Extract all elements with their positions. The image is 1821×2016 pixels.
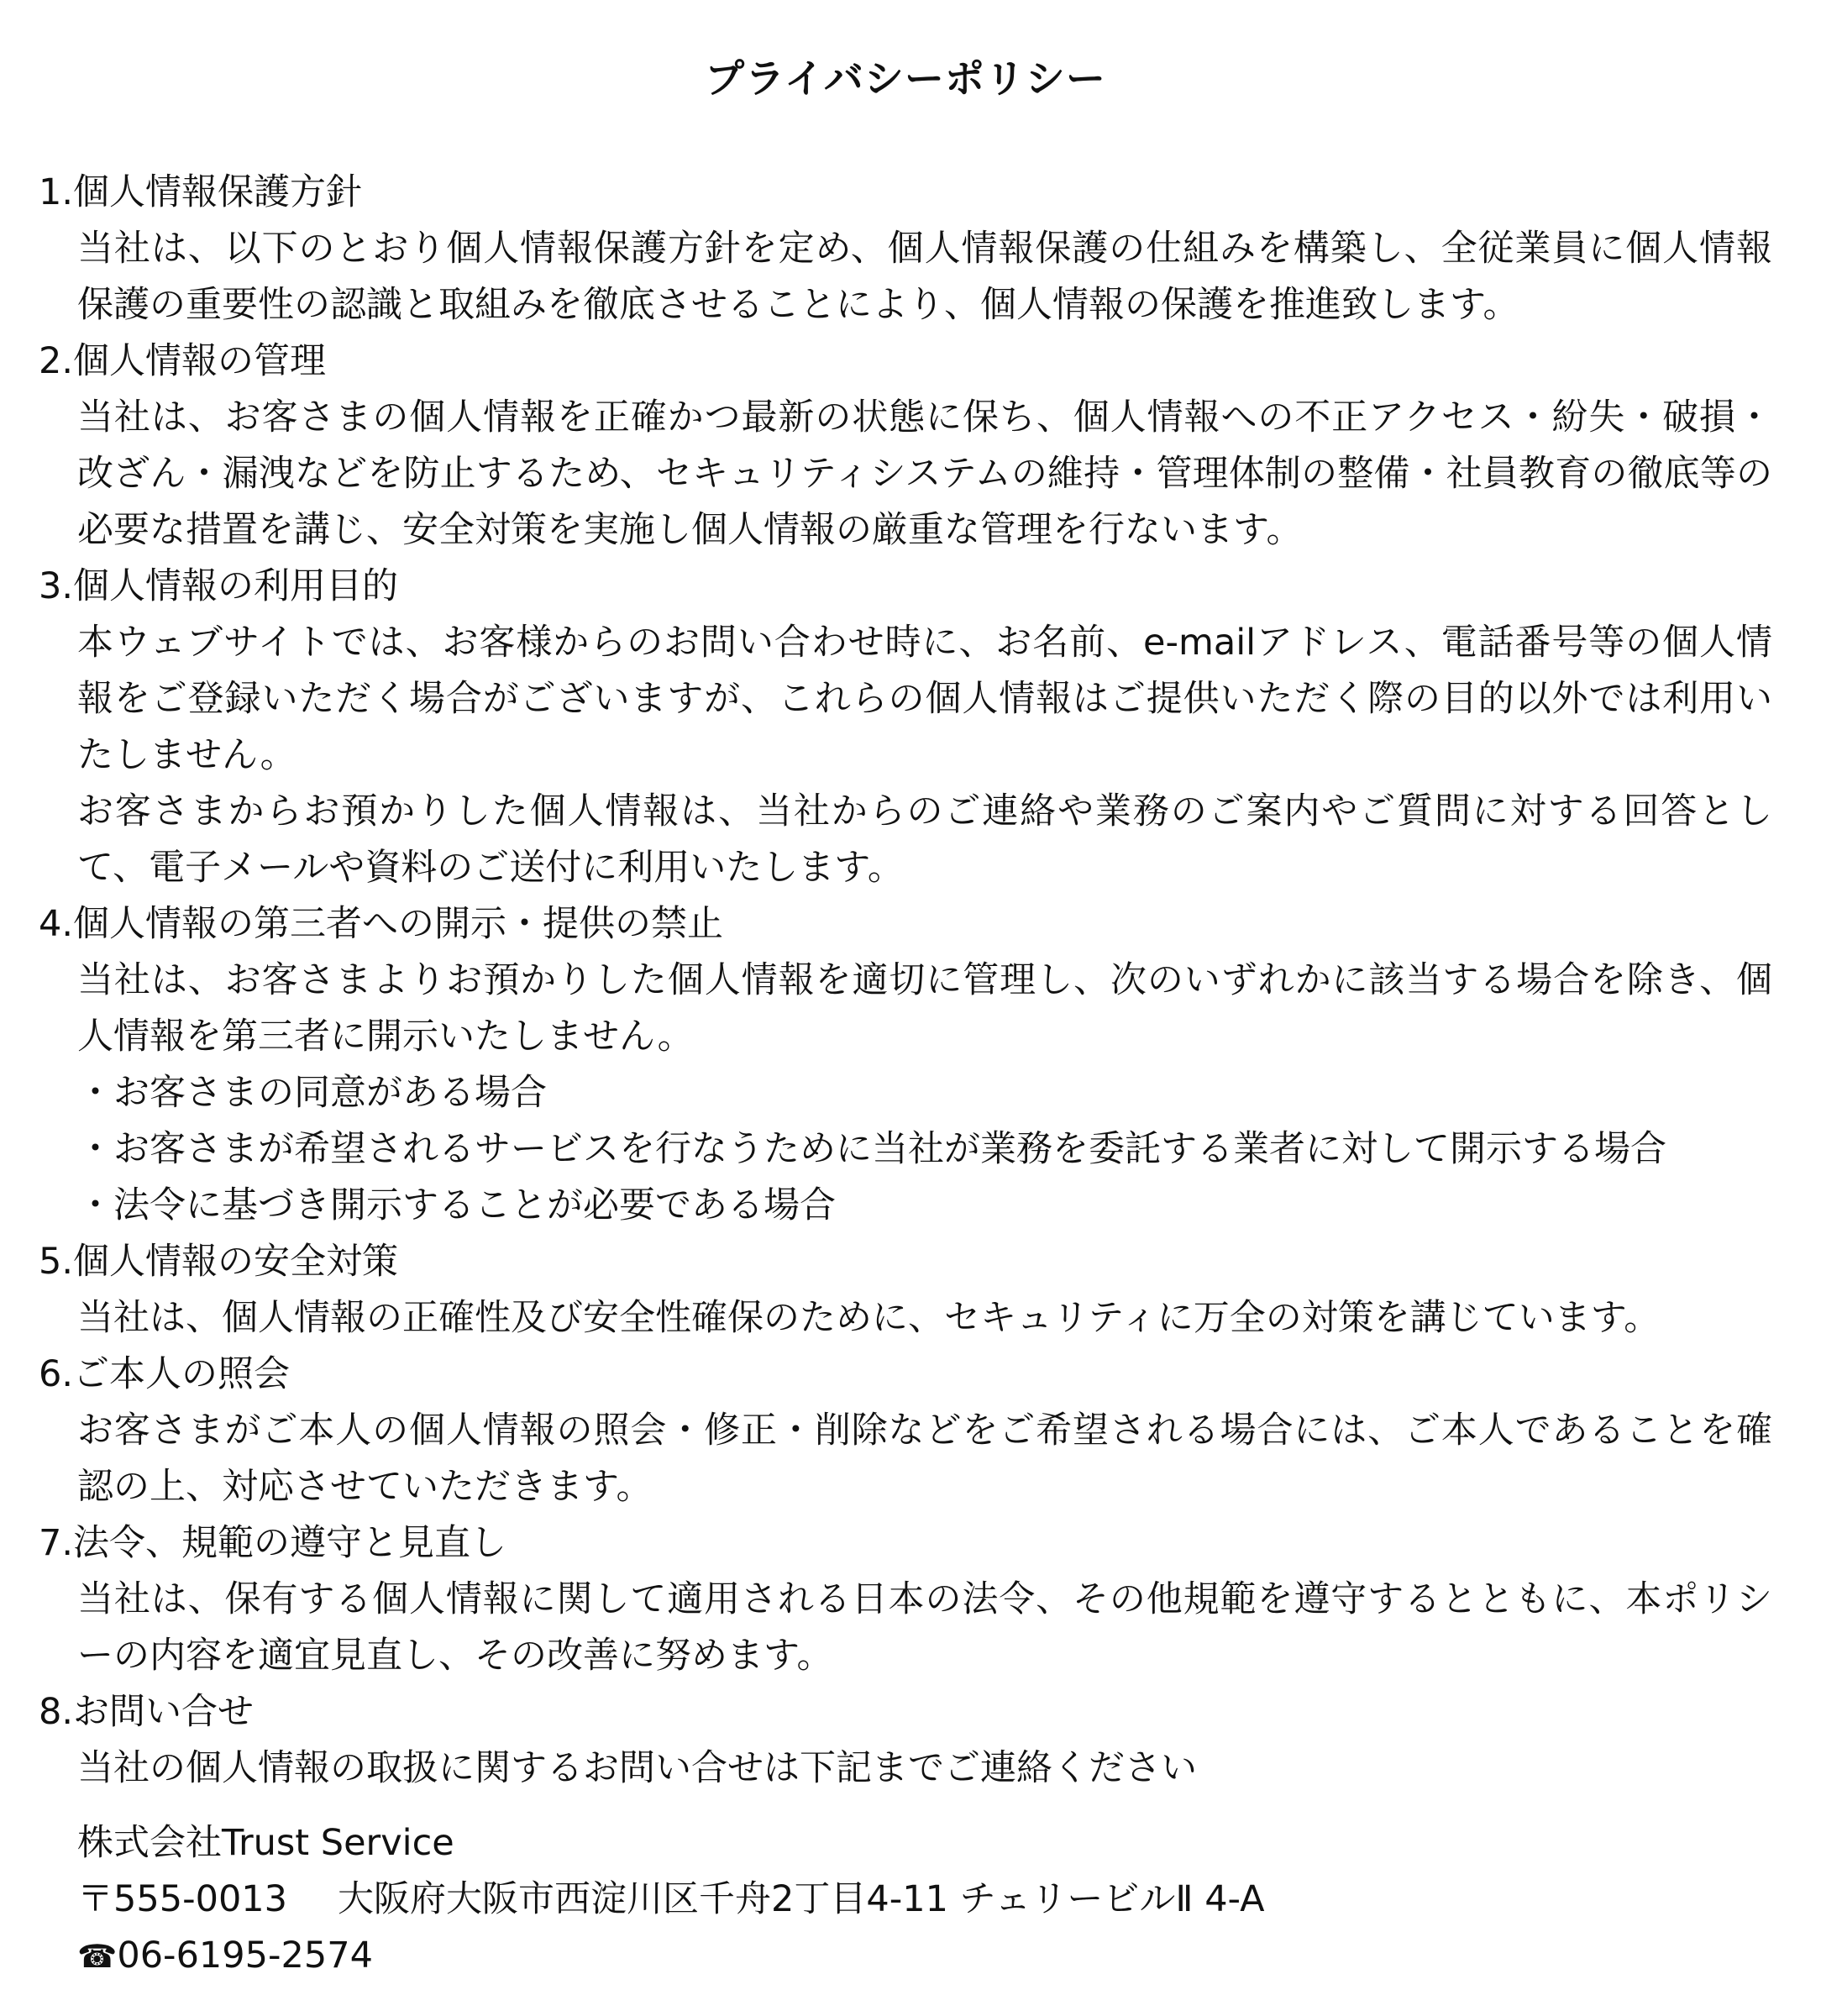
section-paragraph: 当社は、保有する個人情報に関して適用される日本の法令、その他規範を遵守するとともに、本ポリシーの内容を適宜見直し、その改善に努めます。 (77, 1578, 1772, 1677)
section-3 (39, 559, 1772, 896)
list-item: ・法令に基づき開示することが必要である場合 (77, 1184, 836, 1226)
section-heading: 2.個人情報の管理 (39, 340, 327, 382)
list-item: ・お客さまが希望されるサービスを行なうために当社が業務を委託する業者に対して開示する場合 (77, 1128, 1666, 1170)
telephone-icon: ☎ (77, 1938, 118, 1975)
contact-block (77, 1815, 1772, 1985)
section-paragraph: 本ウェブサイトでは、お客様からのお問い合わせ時に、お名前、e-mailアドレス、電話番号等の個人情報をご登録いただく場合がございますが、これらの個人情報はご提供いただく際の目的以外では利用いたしません。 (77, 622, 1772, 776)
section-paragraph: 当社は、個人情報の正確性及び安全性確保のために、セキュリティに万全の対策を講じています。 (77, 1297, 1661, 1339)
section-heading: 4.個人情報の第三者への開示・提供の禁止 (39, 903, 724, 945)
section-paragraph: 当社の個人情報の取扱に関するお問い合せは下記までご連絡ください (77, 1747, 1197, 1789)
section-1 (39, 165, 1772, 333)
phone-number: 06-6195-2574 (117, 1935, 373, 1977)
section-5 (39, 1234, 1772, 1347)
section-heading: 7.法令、規範の遵守と見直し (39, 1522, 507, 1564)
page-title: プライバシーポリシー (705, 56, 1106, 102)
company-name: 株式会社Trust Service (77, 1822, 454, 1864)
section-heading: 6.ご本人の照会 (39, 1353, 291, 1395)
section-paragraph: 当社は、以下のとおり個人情報保護方針を定め、個人情報保護の仕組みを構築し、全従業員に個人情報保護の重要性の認識と取組みを徹底させることにより、個人情報の保護を推進致します。 (77, 228, 1772, 326)
section-2 (39, 333, 1772, 559)
postal-code: 〒555-0013 (77, 1878, 288, 1920)
section-8 (39, 1684, 1772, 1797)
section-4 (39, 896, 1772, 1234)
phone-line (77, 1928, 1772, 1985)
section-heading: 1.個人情報保護方針 (39, 171, 363, 213)
section-paragraph: お客さまがご本人の個人情報の照会・修正・削除などをご希望される場合には、ご本人であることを確認の上、対応させていただきます。 (77, 1410, 1772, 1508)
section-paragraph: 当社は、お客さまの個人情報を正確かつ最新の状態に保ち、個人情報への不正アクセス・紛失・破損・改ざん・漏洩などを防止するため、セキュリティシステムの維持・管理体制の整備・社員教育の徹底等の必要な措置を講じ、安全対策を実施し個人情報の厳重な管理を行ないます。 (77, 396, 1772, 551)
section-heading: 5.個人情報の安全対策 (39, 1241, 399, 1283)
address-line (77, 1872, 1772, 1928)
section-heading: 8.お問い合せ (39, 1691, 255, 1733)
section-paragraph: お客さまからお預かりした個人情報は、当社からのご連絡や業務のご案内やご質問に対する回答として、電子メールや資料のご送付に利用いたします。 (77, 790, 1772, 889)
section-6 (39, 1347, 1772, 1515)
section-heading: 3.個人情報の利用目的 (39, 565, 399, 607)
address: 大阪府大阪市西淀川区千舟2丁目4-11 チェリービルⅡ 4-A (338, 1878, 1265, 1920)
section-paragraph: 当社は、お客さまよりお預かりした個人情報を適切に管理し、次のいずれかに該当する場合を除き、個人情報を第三者に開示いたしません。 (77, 959, 1772, 1058)
section-7 (39, 1515, 1772, 1684)
list-item: ・お客さまの同意がある場合 (77, 1072, 547, 1114)
